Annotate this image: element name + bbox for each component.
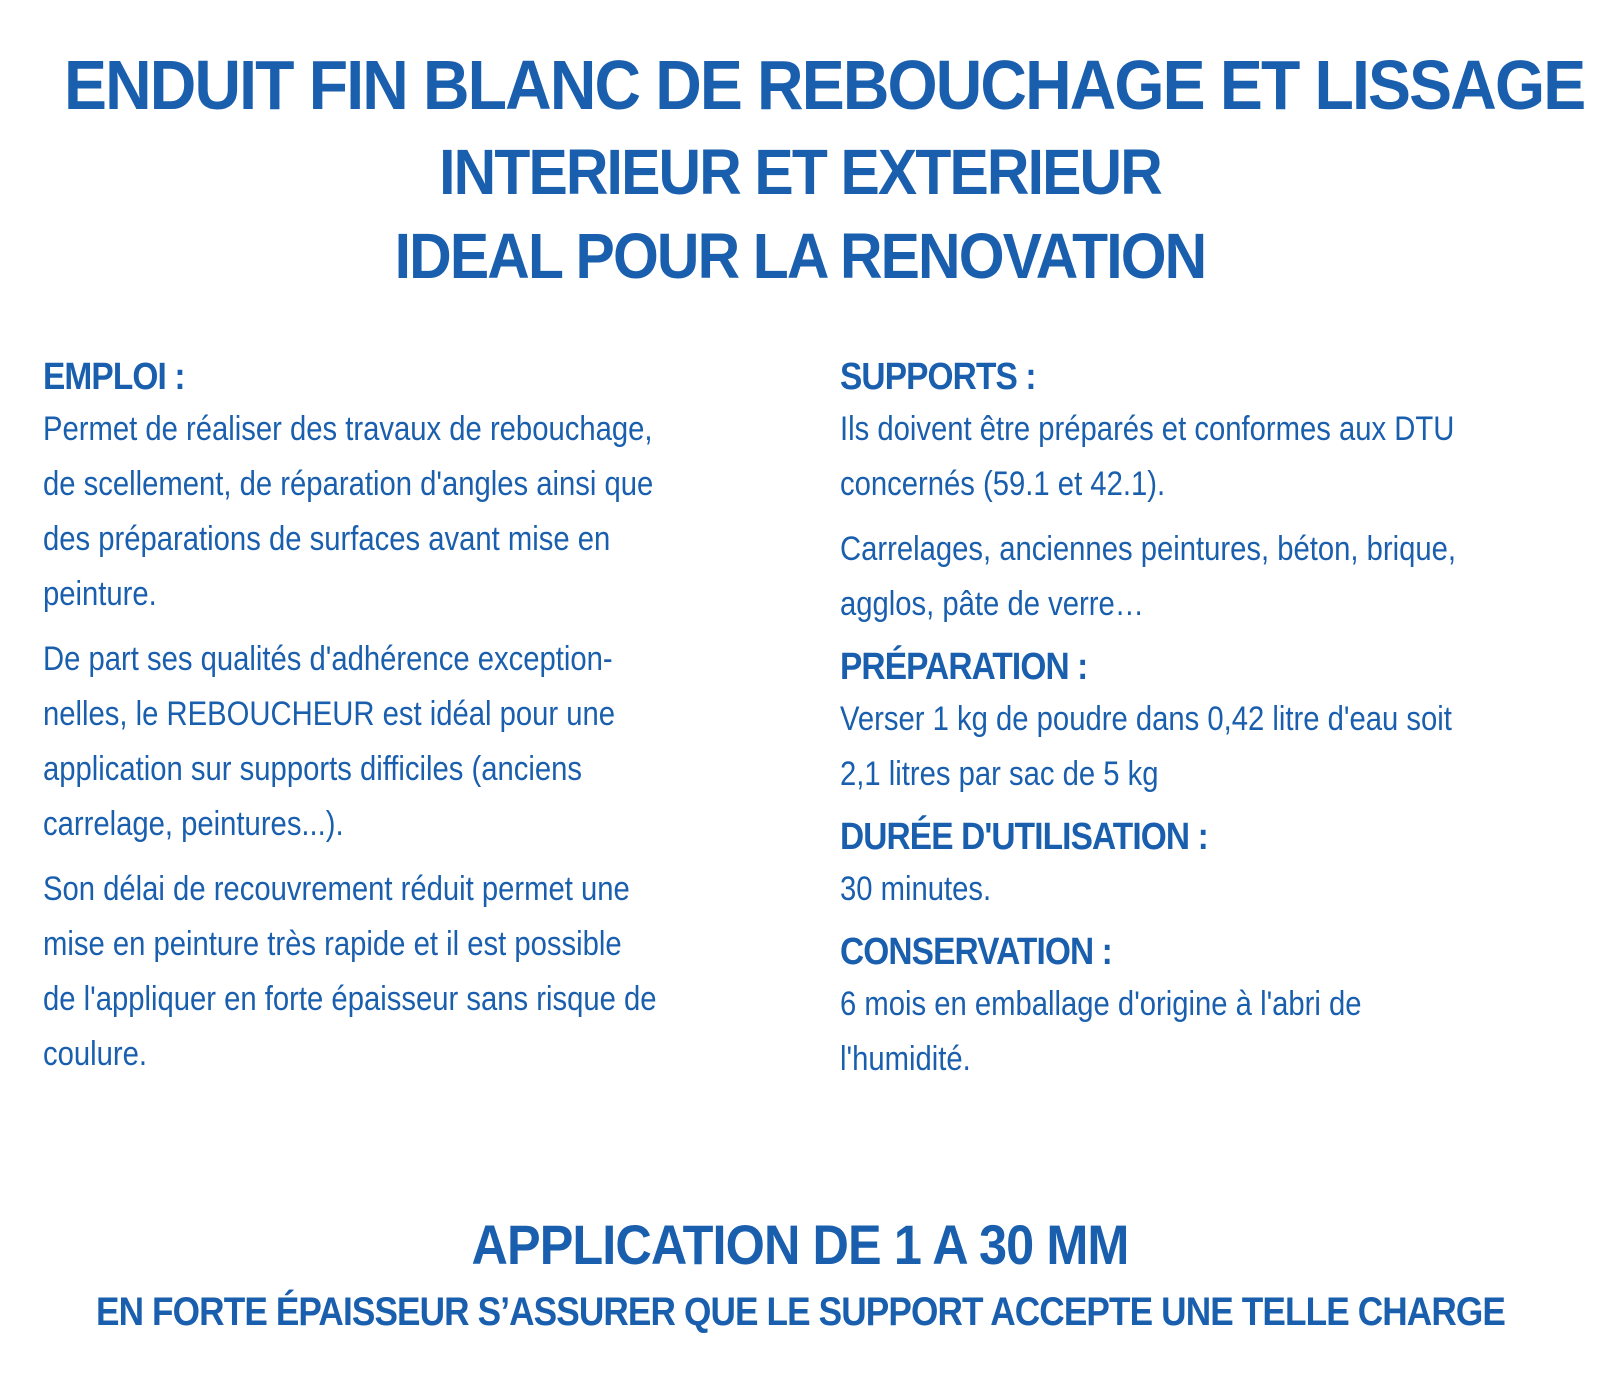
text-line: nelles, le REBOUCHEUR est idéal pour une: [43, 695, 616, 733]
section-preparation: [840, 642, 1580, 802]
supports-paragraph-2: [840, 522, 1476, 632]
section-emploi: [43, 352, 783, 1082]
main-title: ENDUIT FIN BLANC DE REBOUCHAGE ET LISSAGE: [64, 46, 1585, 124]
conservation-heading: CONSERVATION :: [840, 931, 1112, 973]
emploi-paragraph-3: [43, 862, 679, 1082]
text-line: des préparations de surfaces avant mise en: [43, 520, 611, 558]
text-line: concernés (59.1 et 42.1).: [840, 465, 1166, 503]
left-column: [43, 352, 783, 1092]
text-line: carrelage, peintures...).: [43, 805, 344, 843]
text-line: de l'appliquer en forte épaisseur sans risque de: [43, 980, 657, 1018]
text-line: Carrelages, anciennes peintures, béton, brique,: [840, 530, 1457, 568]
text-line: Son délai de recouvrement réduit permet une: [43, 870, 630, 908]
subtitle-renovation: IDEAL POUR LA RENOVATION: [394, 220, 1206, 292]
header: [0, 40, 1600, 298]
section-supports: [840, 352, 1580, 632]
supports-paragraph-1: [840, 402, 1476, 512]
text-line: agglos, pâte de verre…: [840, 585, 1144, 623]
emploi-paragraph-2: [43, 632, 679, 852]
text-line: 2,1 litres par sac de 5 kg: [840, 755, 1159, 793]
preparation-paragraph: [840, 692, 1476, 802]
text-line: Verser 1 kg de poudre dans 0,42 litre d'eau soit: [840, 700, 1452, 738]
text-line: coulure.: [43, 1035, 148, 1073]
subtitle-interior-exterior: INTERIEUR ET EXTERIEUR: [439, 136, 1161, 208]
text-line: de scellement, de réparation d'angles ainsi que: [43, 465, 654, 503]
supports-heading: SUPPORTS :: [840, 356, 1036, 398]
footer: [0, 1210, 1600, 1344]
right-column: [840, 352, 1580, 1097]
duree-heading: DURÉE D'UTILISATION :: [840, 816, 1208, 858]
emploi-heading: EMPLOI :: [43, 356, 185, 398]
application-range: APPLICATION DE 1 A 30 MM: [471, 1213, 1129, 1276]
duree-paragraph: [840, 862, 1476, 917]
text-line: Permet de réaliser des travaux de rebouchage,: [43, 410, 653, 448]
section-conservation: [840, 927, 1580, 1087]
conservation-paragraph: [840, 977, 1476, 1087]
text-line: mise en peinture très rapide et il est possible: [43, 925, 622, 963]
text-line: De part ses qualités d'adhérence exception-: [43, 640, 613, 678]
emploi-paragraph-1: [43, 402, 679, 622]
text-line: l'humidité.: [840, 1040, 971, 1078]
thickness-warning: EN FORTE ÉPAISSEUR S’ASSURER QUE LE SUPPORT ACCEPTE UNE TELLE CHARGE: [96, 1290, 1505, 1334]
text-line: application sur supports difficiles (anciens: [43, 750, 583, 788]
preparation-heading: PRÉPARATION :: [840, 646, 1088, 688]
text-line: Ils doivent être préparés et conformes aux DTU: [840, 410, 1455, 448]
section-duree: [840, 812, 1580, 917]
text-line: 30 minutes.: [840, 870, 992, 908]
text-line: 6 mois en emballage d'origine à l'abri de: [840, 985, 1362, 1023]
text-line: peinture.: [43, 575, 157, 613]
